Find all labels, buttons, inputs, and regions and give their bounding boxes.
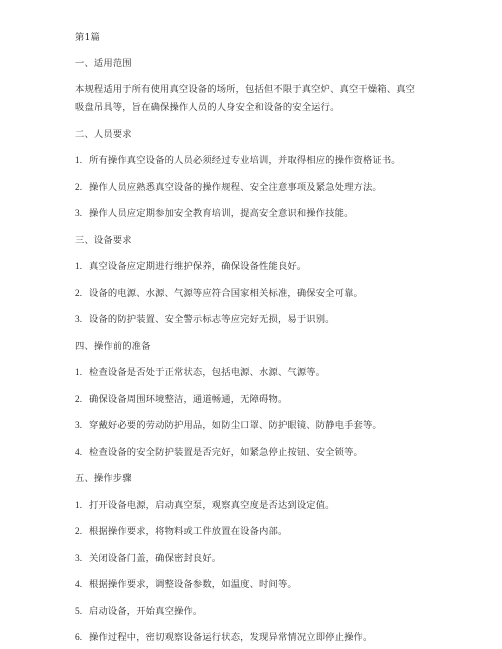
item-text: 操作人员应定期参加安全教育培训，提高安全意识和操作技能。 bbox=[89, 208, 354, 219]
list-item bbox=[75, 605, 202, 619]
section-heading: 二、人员要求 bbox=[75, 129, 132, 140]
scope-paragraph-line-2: 吸盘吊具等，旨在确保操作人员的人身安全和设备的安全运行。 bbox=[75, 102, 340, 113]
item-text: 检查设备的安全防护装置是否完好，如紧急停止按钮、安全锁等。 bbox=[89, 447, 363, 458]
item-text: 操作过程中，密切观察设备运行状态，发现异常情况立即停止操作。 bbox=[89, 632, 373, 643]
item-text: 所有操作真空设备的人员必须经过专业培训，并取得相应的操作资格证书。 bbox=[89, 155, 401, 166]
item-text: 关闭设备门盖，确保密封良好。 bbox=[89, 553, 222, 564]
list-item bbox=[75, 419, 382, 433]
item-text: 穿戴好必要的劳动防护用品，如防尘口罩、防护眼镜、防静电手套等。 bbox=[89, 420, 382, 431]
item-number: 1. bbox=[75, 368, 83, 378]
list-item bbox=[75, 552, 221, 566]
part-label: 第1篇 bbox=[75, 32, 100, 43]
list-item bbox=[75, 287, 363, 301]
list-item bbox=[75, 631, 372, 645]
list-item bbox=[75, 525, 287, 539]
item-number: 1. bbox=[75, 156, 83, 166]
list-item bbox=[75, 366, 325, 380]
item-number: 2. bbox=[75, 183, 83, 193]
section-heading: 三、设备要求 bbox=[75, 235, 132, 246]
list-item bbox=[75, 499, 335, 513]
item-number: 4. bbox=[75, 448, 83, 458]
list-item bbox=[75, 446, 363, 460]
item-number: 3. bbox=[75, 315, 83, 325]
list-item bbox=[75, 181, 382, 195]
list-item bbox=[75, 578, 297, 592]
item-text: 操作人员应熟悉真空设备的操作规程、安全注意事项及紧急处理方法。 bbox=[89, 182, 382, 193]
item-number: 6. bbox=[75, 633, 83, 643]
item-text: 确保设备周围环境整洁，通道畅通，无障碍物。 bbox=[89, 394, 288, 405]
item-number: 5. bbox=[75, 607, 83, 617]
list-item bbox=[75, 207, 354, 221]
item-text: 设备的电源、水源、气源等应符合国家相关标准，确保安全可靠。 bbox=[89, 288, 363, 299]
item-text: 根据操作要求，将物料或工件放置在设备内部。 bbox=[89, 526, 288, 537]
item-number: 2. bbox=[75, 527, 83, 537]
item-number: 3. bbox=[75, 554, 83, 564]
item-number: 1. bbox=[75, 501, 83, 511]
section-heading: 四、操作前的准备 bbox=[75, 341, 151, 352]
item-number: 1. bbox=[75, 262, 83, 272]
list-item bbox=[75, 154, 401, 168]
item-number: 3. bbox=[75, 209, 83, 219]
item-text: 检查设备是否处于正常状态，包括电源、水源、气源等。 bbox=[89, 367, 326, 378]
list-item bbox=[75, 260, 306, 274]
item-number: 2. bbox=[75, 395, 83, 405]
section-heading: 一、适用范围 bbox=[75, 58, 132, 69]
section-heading: 五、操作步骤 bbox=[75, 473, 132, 484]
item-number: 4. bbox=[75, 580, 83, 590]
item-text: 打开设备电源，启动真空泵，观察真空度是否达到设定值。 bbox=[89, 500, 335, 511]
item-number: 3. bbox=[75, 421, 83, 431]
item-number: 2. bbox=[75, 289, 83, 299]
item-text: 设备的防护装置、安全警示标志等应完好无损，易于识别。 bbox=[89, 314, 335, 325]
list-item bbox=[75, 393, 287, 407]
item-text: 真空设备应定期进行维护保养，确保设备性能良好。 bbox=[89, 261, 307, 272]
item-text: 根据操作要求，调整设备参数，如温度、时间等。 bbox=[89, 579, 297, 590]
item-text: 启动设备，开始真空操作。 bbox=[89, 606, 203, 617]
list-item bbox=[75, 313, 335, 327]
scope-paragraph-line-1: 本规程适用于所有使用真空设备的场所，包括但不限于真空炉、真空干燥箱、真空 bbox=[75, 84, 416, 95]
